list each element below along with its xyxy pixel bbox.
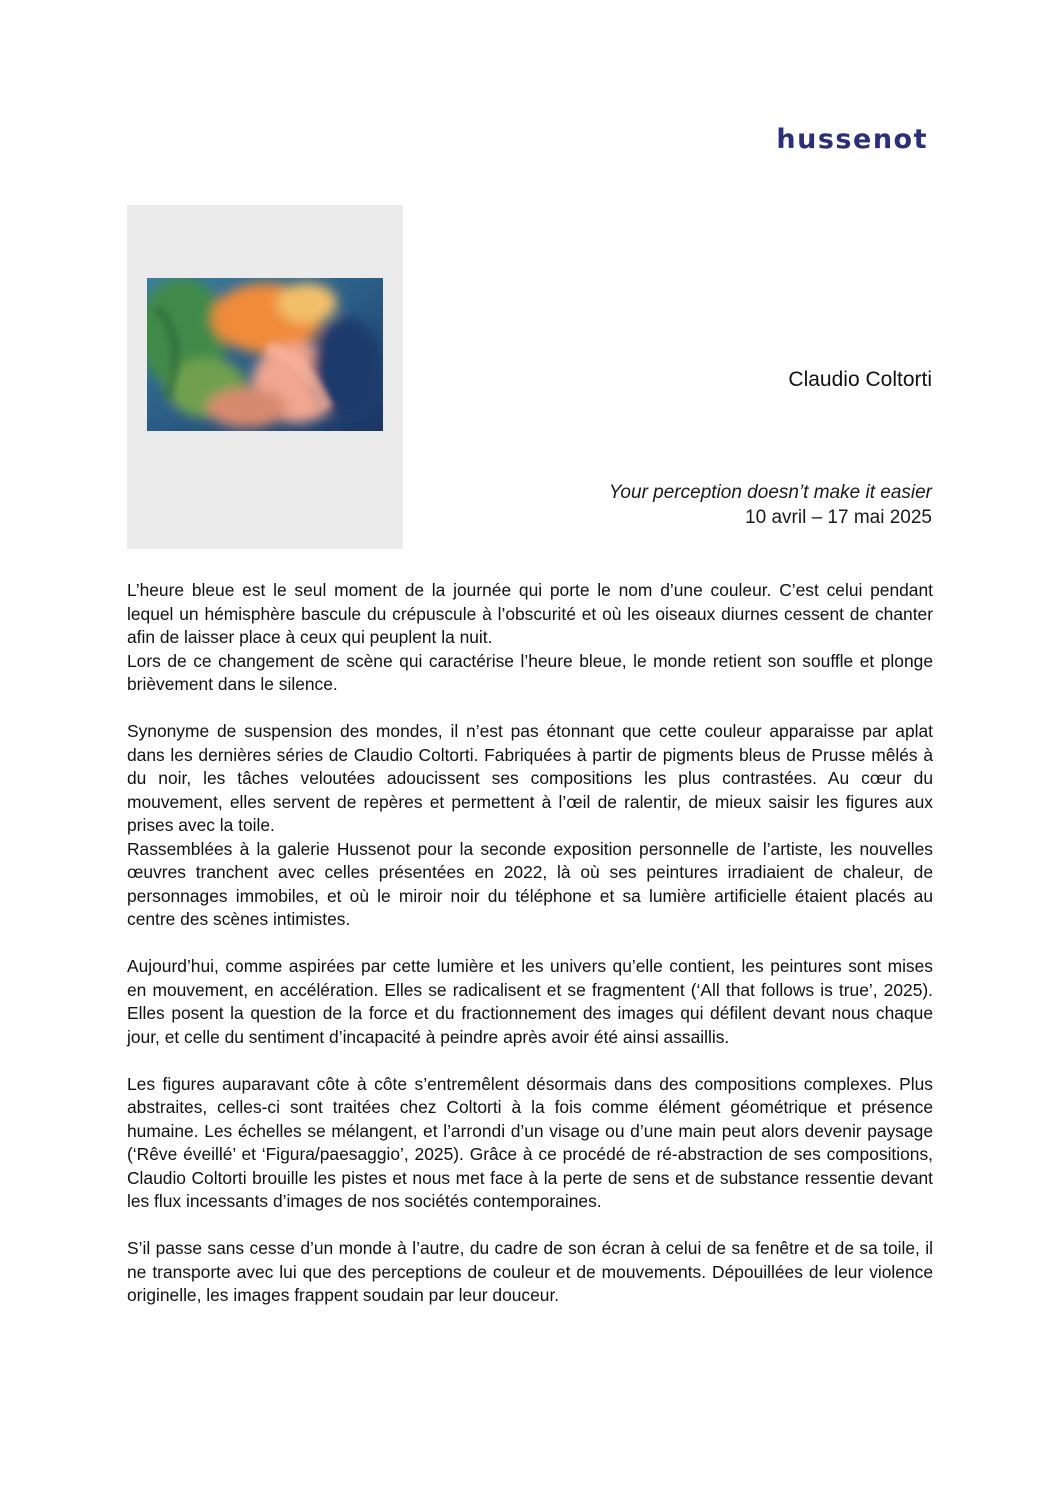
artwork-image	[127, 205, 403, 549]
exhibition-dates: 10 avril – 17 mai 2025	[745, 507, 932, 528]
paragraph: Aujourd’hui, comme aspirées par cette lumière et les univers qu’elle contient, les peintures sont mises en mouvement, en accélération. Elles se radicalisent et se fragmentent (‘All that follows is true’, 2025). Elles posent la question de la force et du fractionnement des images qui défilent devant nous chaque jour, et celle du sentiment d’incapacité à peindre après avoir été ainsi assaillis.	[127, 956, 933, 1047]
artist-name: Claudio Coltorti	[788, 368, 932, 391]
press-release-body	[127, 579, 933, 1331]
paragraph: Synonyme de suspension des mondes, il n’est pas étonnant que cette couleur apparaisse par aplat dans les dernières séries de Claudio Coltorti. Fabriquées à partir de pigments bleus de Prusse mêlés à du noir, les tâches veloutées adoucissent ses compositions les plus contrastées. Au cœur du mouvement, elles servent de repères et permettent à l’œil de ralentir, de mieux saisir les figures aux prises avec la toile.	[127, 721, 933, 835]
exhibition-title: Your perception doesn’t make it easier	[608, 482, 932, 503]
hussenot-logo: hussenot	[776, 124, 928, 155]
paragraph: Lors de ce changement de scène qui caractérise l’heure bleue, le monde retient son souffle et plonge brièvement dans le silence.	[127, 650, 933, 694]
painting-illustration	[147, 278, 383, 431]
paragraph: S’il passe sans cesse d’un monde à l’autre, du cadre de son écran à celui de sa fenêtre et de sa toile, il ne transporte avec lui que des perceptions de couleur et de mouvements. Dépouillées de leur violence originelle, les images frappent soudain par leur douceur.	[127, 1238, 933, 1305]
paragraph: L’heure bleue est le seul moment de la journée qui porte le nom d’une couleur. C’est celui pendant lequel un hémisphère bascule du crépuscule à l’obscurité et où les oiseaux diurnes cessent de chanter afin de laisser place à ceux qui peuplent la nuit.	[127, 580, 933, 647]
paragraph: Les figures auparavant côte à côte s’entremêlent désormais dans des compositions complexes. Plus abstraites, celles-ci sont traitées chez Coltorti à la fois comme élément géométrique et présence humaine. Les échelles se mélangent, et l’arrondi d’un visage ou d’une main peut alors devenir paysage (‘Rêve éveillé’ et ‘Figura/paesaggio’, 2025). Grâce à ce procédé de ré-abstraction de ses compositions, Claudio Coltorti brouille les pistes et nous met face à la perte de sens et de substance ressentie devant les flux incessants d’images de nos sociétés contemporaines.	[127, 1073, 933, 1211]
paragraph: Rassemblées à la galerie Hussenot pour la seconde exposition personnelle de l’artiste, les nouvelles œuvres tranchent avec celles présentées en 2022, là où ses peintures irradiaient de chaleur, de personnages immobiles, et où le miroir noir du téléphone et sa lumière artificielle étaient placés au centre des scènes intimistes.	[127, 838, 933, 929]
